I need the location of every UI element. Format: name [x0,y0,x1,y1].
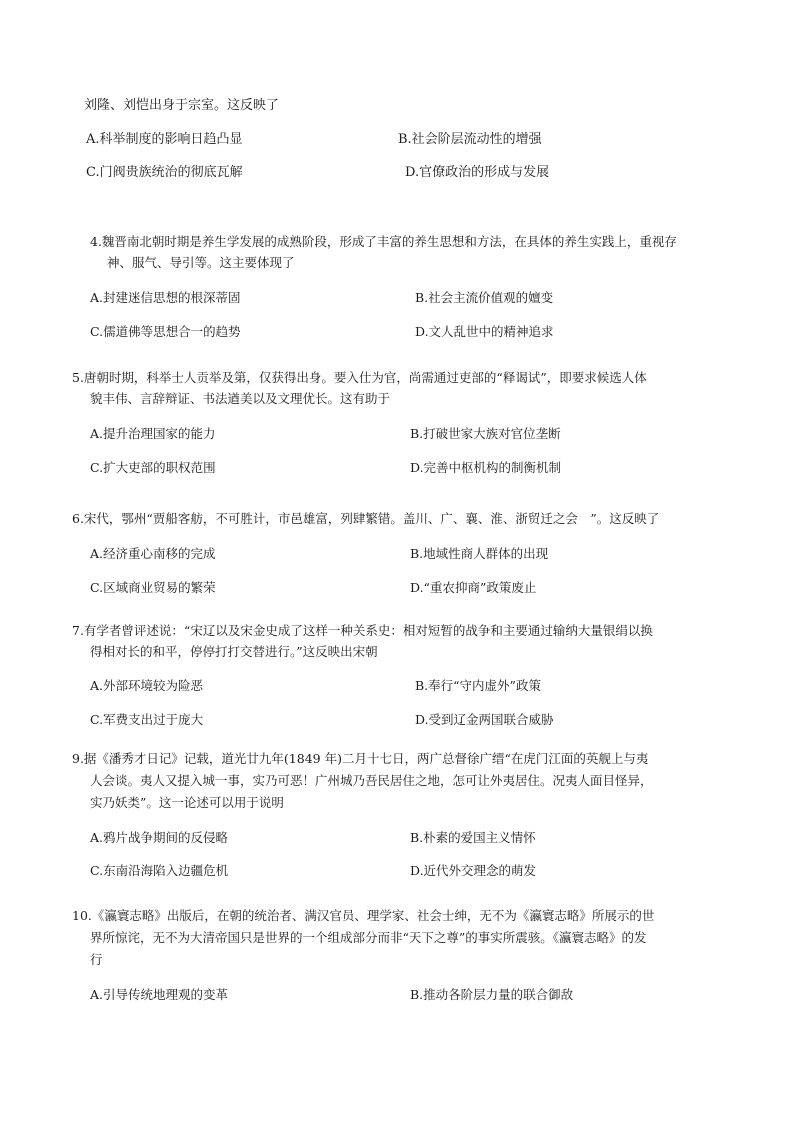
q6-stem-line1: 6.宋代，鄂州“贾船客舫，不可胜计，市邑雄富，列肆繁错。盖川、广、襄、淮、浙贸迁之会 ”。这反映了 [72,511,660,526]
q4-stem-line1: 4.魏晋南北朝时期是养生学发展的成熟阶段，形成了丰富的养生思想和方法，在具体的养生实践上，重视存 [90,234,677,249]
prev-question-option-a: A.科举制度的影响日趋凸显 [86,132,243,147]
q5-stem-line1: 5.唐朝时期，科举士人贡举及第，仅获得出身。要入仕为官，尚需通过吏部的“释谒试”，即要求候选人体 [72,370,647,385]
q5-option-d: D.完善中枢机构的制衡机制 [410,460,562,475]
q6-option-c: C.区域商业贸易的繁荣 [90,580,216,595]
q5-option-a: A.提升治理国家的能力 [90,426,216,441]
q10-stem-line3: 行 [90,952,103,967]
q6-option-a: A.经济重心南移的完成 [90,546,216,561]
q9-option-c: C.东南沿海陷入边疆危机 [90,863,229,878]
q5-option-b: B.打破世家大族对官位垄断 [410,426,561,441]
q4-option-a: A.封建迷信思想的根深蒂固 [90,290,241,305]
q10-stem-line2: 界所惊诧，无不为大清帝国只是世界的一个组成部分而非“天下之尊”的事实所震骇。《瀛寰志略》的发 [90,930,647,945]
prev-question-option-d: D.官僚政治的形成与发展 [405,165,550,180]
q6-option-b: B.地域性商人群体的出现 [410,546,549,561]
prev-question-option-b: B.社会阶层流动性的增强 [398,132,542,147]
q5-stem-line2: 貌丰伟、言辞辩证、书法遒美以及文理优长。这有助于 [90,391,391,406]
q9-option-b: B.朴素的爱国主义情怀 [410,830,536,845]
q9-stem-line3: 实乃妖类”。这一论述可以用于说明 [90,795,284,810]
q7-option-a: A.外部环境较为险恶 [90,678,204,693]
q4-option-b: B.社会主流价值观的嬗变 [415,290,554,305]
prev-question-stem-tail: 刘隆、刘恺出身于宗室。这反映了 [84,98,280,113]
q10-option-b: B.推动各阶层力量的联合御敌 [410,987,574,1002]
q6-option-d: D.“重农抑商”政策废止 [410,580,537,595]
q4-option-c: C.儒道佛等思想合一的趋势 [90,324,241,339]
q5-option-c: C.扩大吏部的职权范围 [90,460,216,475]
q7-stem-line2: 得相对长的和平，停停打打交替进行。”这反映出宋朝 [90,644,378,659]
q7-option-c: C.军费支出过于庞大 [90,712,204,727]
q9-option-a: A.鸦片战争期间的反侵略 [90,830,229,845]
q4-stem-line2: 神、服气、导引等。这主要体现了 [107,255,295,270]
q7-option-b: B.奉行“守内虚外”政策 [415,678,541,693]
q4-option-d: D.文人乱世中的精神追求 [415,324,554,339]
q7-stem-line1: 7.有学者曾评述说：“宋辽以及宋金史成了这样一种关系史：相对短暂的战争和主要通过输纳大量银绢以换 [72,623,653,638]
q7-option-d: D.受到辽金两国联合威胁 [415,712,554,727]
q9-stem-line1: 9.据《潘秀才日记》记载，道光廿九年(1849 年)二月十七日，两广总督徐广缙“在虎门江面的英舰上与夷 [72,751,649,766]
q10-stem-line1: 10.《瀛寰志略》出版后，在朝的统治者、满汉官员、理学家、社会士绅，无不为《瀛寰志略》所展示的世 [72,908,655,923]
q9-option-d: D.近代外交理念的萌发 [410,863,537,878]
q10-option-a: A.引导传统地理观的变革 [90,987,229,1002]
prev-question-option-c: C.门阀贵族统治的彻底瓦解 [86,165,243,180]
q9-stem-line2: 人会谈。夷人又提入城一事，实乃可恶！广州城乃吾民居住之地，怎可让外夷居住。况夷人面目怪异， [90,773,653,788]
